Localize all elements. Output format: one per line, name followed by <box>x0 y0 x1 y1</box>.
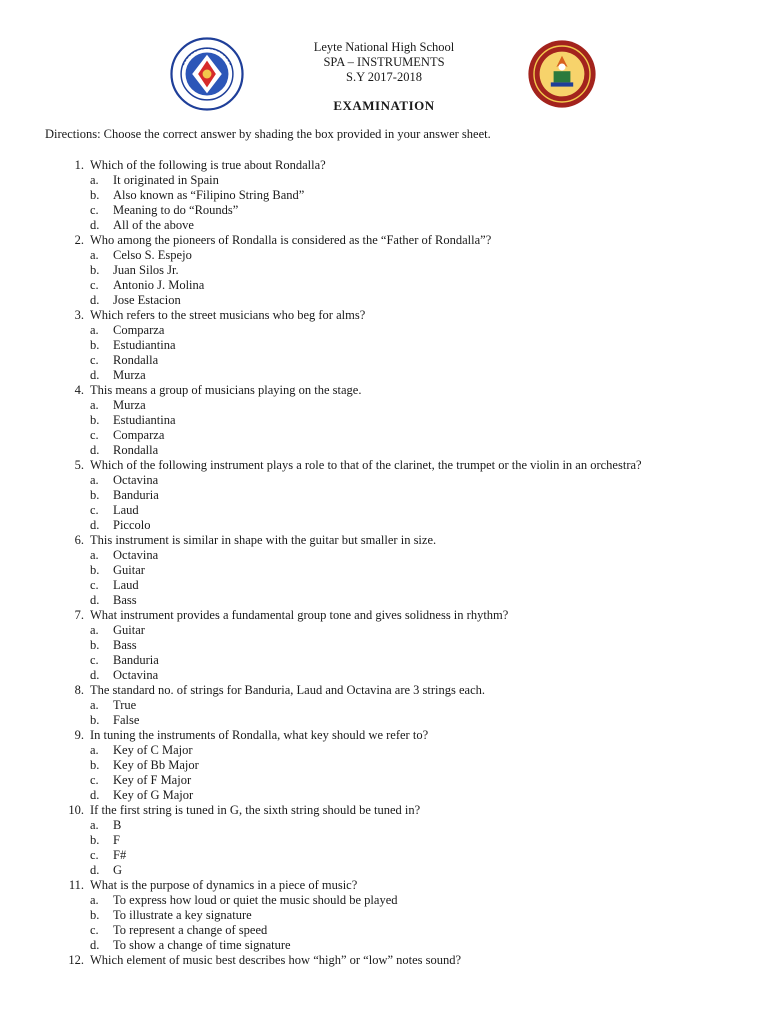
exam-title: EXAMINATION <box>333 98 435 113</box>
question-text: Which of the following instrument plays a role to that of the clarinet, the trumpet or the violin in an orchestra? <box>90 458 642 472</box>
option-letter: a. <box>90 473 99 487</box>
question-number: 7. <box>74 608 84 622</box>
option-text: Comparza <box>113 428 165 442</box>
option-text: Key of C Major <box>113 743 193 757</box>
option-text: It originated in Spain <box>113 173 219 187</box>
option-text: To represent a change of speed <box>113 923 268 937</box>
school-year: S.Y 2017-2018 <box>346 70 422 84</box>
directions-text: Directions: Choose the correct answer by shading the box provided in your answer sheet. <box>45 127 491 141</box>
option-letter: d. <box>90 218 100 232</box>
option-letter: a. <box>90 173 99 187</box>
question-number: 12. <box>68 953 84 967</box>
answer-option <box>0 203 768 218</box>
option-letter: b. <box>90 638 100 652</box>
question-item <box>0 878 768 953</box>
option-letter: a. <box>90 398 99 412</box>
question-text: If the first string is tuned in G, the sixth string should be tuned in? <box>90 803 421 817</box>
answer-option <box>0 218 768 233</box>
question-number: 2. <box>74 233 84 247</box>
answer-option <box>0 623 768 638</box>
option-text: F <box>113 833 120 847</box>
option-text: To express how loud or quiet the music should be played <box>113 893 398 907</box>
option-text: Key of F Major <box>113 773 192 787</box>
answer-option <box>0 353 768 368</box>
option-letter: d. <box>90 938 100 952</box>
question-number: 5. <box>74 458 84 472</box>
option-text: Estudiantina <box>113 413 176 427</box>
option-text: Antonio J. Molina <box>113 278 205 292</box>
option-letter: c. <box>90 278 99 292</box>
answer-option <box>0 548 768 563</box>
answer-option <box>0 563 768 578</box>
answer-option <box>0 473 768 488</box>
option-letter: b. <box>90 413 100 427</box>
question-list <box>0 158 768 968</box>
question-text: The standard no. of strings for Banduria, Laud and Octavina are 3 strings each. <box>90 683 486 697</box>
option-letter: c. <box>90 428 99 442</box>
option-letter: c. <box>90 203 99 217</box>
answer-option <box>0 503 768 518</box>
option-text: Piccolo <box>113 518 151 532</box>
answer-option <box>0 833 768 848</box>
answer-option <box>0 278 768 293</box>
option-letter: a. <box>90 248 99 262</box>
option-text: Murza <box>113 398 146 412</box>
answer-option <box>0 593 768 608</box>
exam-header <box>250 40 518 85</box>
question-item <box>0 728 768 803</box>
option-letter: d. <box>90 593 100 607</box>
question-text: In tuning the instruments of Rondalla, what key should we refer to? <box>90 728 429 742</box>
option-letter: c. <box>90 773 99 787</box>
answer-option <box>0 773 768 788</box>
option-letter: b. <box>90 833 100 847</box>
option-letter: b. <box>90 563 100 577</box>
option-letter: d. <box>90 668 100 682</box>
answer-option <box>0 863 768 878</box>
answer-option <box>0 848 768 863</box>
option-text: Bass <box>113 638 137 652</box>
answer-option <box>0 758 768 773</box>
answer-option <box>0 323 768 338</box>
option-letter: b. <box>90 188 100 202</box>
option-letter: d. <box>90 518 100 532</box>
answer-option <box>0 698 768 713</box>
question-number: 1. <box>74 158 84 172</box>
answer-option <box>0 788 768 803</box>
option-letter: a. <box>90 623 99 637</box>
question-number: 8. <box>74 683 84 697</box>
question-item <box>0 158 768 233</box>
option-text: Banduria <box>113 488 159 502</box>
question-text: Which element of music best describes how “high” or “low” notes sound? <box>90 953 462 967</box>
option-letter: c. <box>90 353 99 367</box>
option-letter: b. <box>90 713 100 727</box>
option-letter: d. <box>90 788 100 802</box>
school-name: Leyte National High School <box>313 40 455 54</box>
question-text: This instrument is similar in shape with the guitar but smaller in size. <box>90 533 437 547</box>
answer-option <box>0 908 768 923</box>
option-letter: b. <box>90 758 100 772</box>
option-letter: d. <box>90 443 100 457</box>
question-item <box>0 608 768 683</box>
answer-option <box>0 518 768 533</box>
answer-option <box>0 713 768 728</box>
option-letter: b. <box>90 488 100 502</box>
answer-option <box>0 263 768 278</box>
option-text: Octavina <box>113 548 159 562</box>
option-text: Bass <box>113 593 137 607</box>
option-text: To illustrate a key signature <box>113 908 252 922</box>
answer-option <box>0 428 768 443</box>
answer-option <box>0 893 768 908</box>
option-letter: a. <box>90 323 99 337</box>
answer-option <box>0 818 768 833</box>
question-text: This means a group of musicians playing on the stage. <box>90 383 362 397</box>
question-text: What is the purpose of dynamics in a piece of music? <box>90 878 358 892</box>
answer-option <box>0 293 768 308</box>
question-item <box>0 458 768 533</box>
option-letter: a. <box>90 548 99 562</box>
option-text: Laud <box>113 578 139 592</box>
question-item <box>0 683 768 728</box>
answer-option <box>0 638 768 653</box>
answer-option <box>0 413 768 428</box>
option-letter: a. <box>90 893 99 907</box>
question-item <box>0 233 768 308</box>
answer-option <box>0 248 768 263</box>
answer-option <box>0 443 768 458</box>
question-number: 3. <box>74 308 84 322</box>
option-letter: c. <box>90 653 99 667</box>
option-letter: c. <box>90 503 99 517</box>
option-text: Comparza <box>113 323 165 337</box>
answer-option <box>0 668 768 683</box>
question-number: 4. <box>74 383 84 397</box>
option-text: Banduria <box>113 653 159 667</box>
option-letter: d. <box>90 863 100 877</box>
option-letter: c. <box>90 923 99 937</box>
option-letter: d. <box>90 293 100 307</box>
option-text: Guitar <box>113 623 145 637</box>
answer-option <box>0 398 768 413</box>
program-name: SPA – INSTRUMENTS <box>323 55 445 69</box>
answer-option <box>0 368 768 383</box>
answer-option <box>0 938 768 953</box>
option-text: To show a change of time signature <box>113 938 291 952</box>
option-text: Rondalla <box>113 353 159 367</box>
answer-option <box>0 923 768 938</box>
option-text: Jose Estacion <box>113 293 181 307</box>
option-text: All of the above <box>113 218 194 232</box>
deped-seal-logo <box>170 37 244 111</box>
question-number: 9. <box>74 728 84 742</box>
option-letter: c. <box>90 578 99 592</box>
option-letter: a. <box>90 698 99 712</box>
option-text: Key of G Major <box>113 788 194 802</box>
question-text: Who among the pioneers of Rondalla is considered as the “Father of Rondalla”? <box>90 233 492 247</box>
option-text: Laud <box>113 503 139 517</box>
option-text: Murza <box>113 368 146 382</box>
school-seal-logo <box>527 39 597 109</box>
option-letter: a. <box>90 818 99 832</box>
question-item <box>0 803 768 878</box>
question-item <box>0 953 768 968</box>
option-letter: d. <box>90 368 100 382</box>
answer-option <box>0 578 768 593</box>
option-text: Guitar <box>113 563 145 577</box>
answer-option <box>0 338 768 353</box>
option-text: Juan Silos Jr. <box>113 263 179 277</box>
answer-option <box>0 173 768 188</box>
question-number: 10. <box>68 803 84 817</box>
option-text: G <box>113 863 123 877</box>
option-letter: b. <box>90 263 100 277</box>
answer-option <box>0 653 768 668</box>
option-text: Rondalla <box>113 443 159 457</box>
option-text: Key of Bb Major <box>113 758 199 772</box>
question-number: 11. <box>68 878 84 892</box>
question-item <box>0 383 768 458</box>
question-item <box>0 533 768 608</box>
option-text: Celso S. Espejo <box>113 248 192 262</box>
question-item <box>0 308 768 383</box>
option-letter: c. <box>90 848 99 862</box>
question-text: What instrument provides a fundamental group tone and gives solidness in rhythm? <box>90 608 509 622</box>
question-number: 6. <box>74 533 84 547</box>
answer-option <box>0 488 768 503</box>
option-text: False <box>113 713 140 727</box>
option-letter: a. <box>90 743 99 757</box>
option-text: B <box>113 818 122 832</box>
option-text: True <box>113 698 137 712</box>
option-text: Also known as “Filipino String Band” <box>113 188 305 202</box>
option-text: Octavina <box>113 473 159 487</box>
answer-option <box>0 188 768 203</box>
answer-option <box>0 743 768 758</box>
option-text: Octavina <box>113 668 159 682</box>
question-text: Which of the following is true about Rondalla? <box>90 158 326 172</box>
option-text: F# <box>113 848 127 862</box>
question-text: Which refers to the street musicians who beg for alms? <box>90 308 366 322</box>
option-text: Estudiantina <box>113 338 176 352</box>
option-letter: b. <box>90 908 100 922</box>
option-letter: b. <box>90 338 100 352</box>
option-text: Meaning to do “Rounds” <box>113 203 239 217</box>
